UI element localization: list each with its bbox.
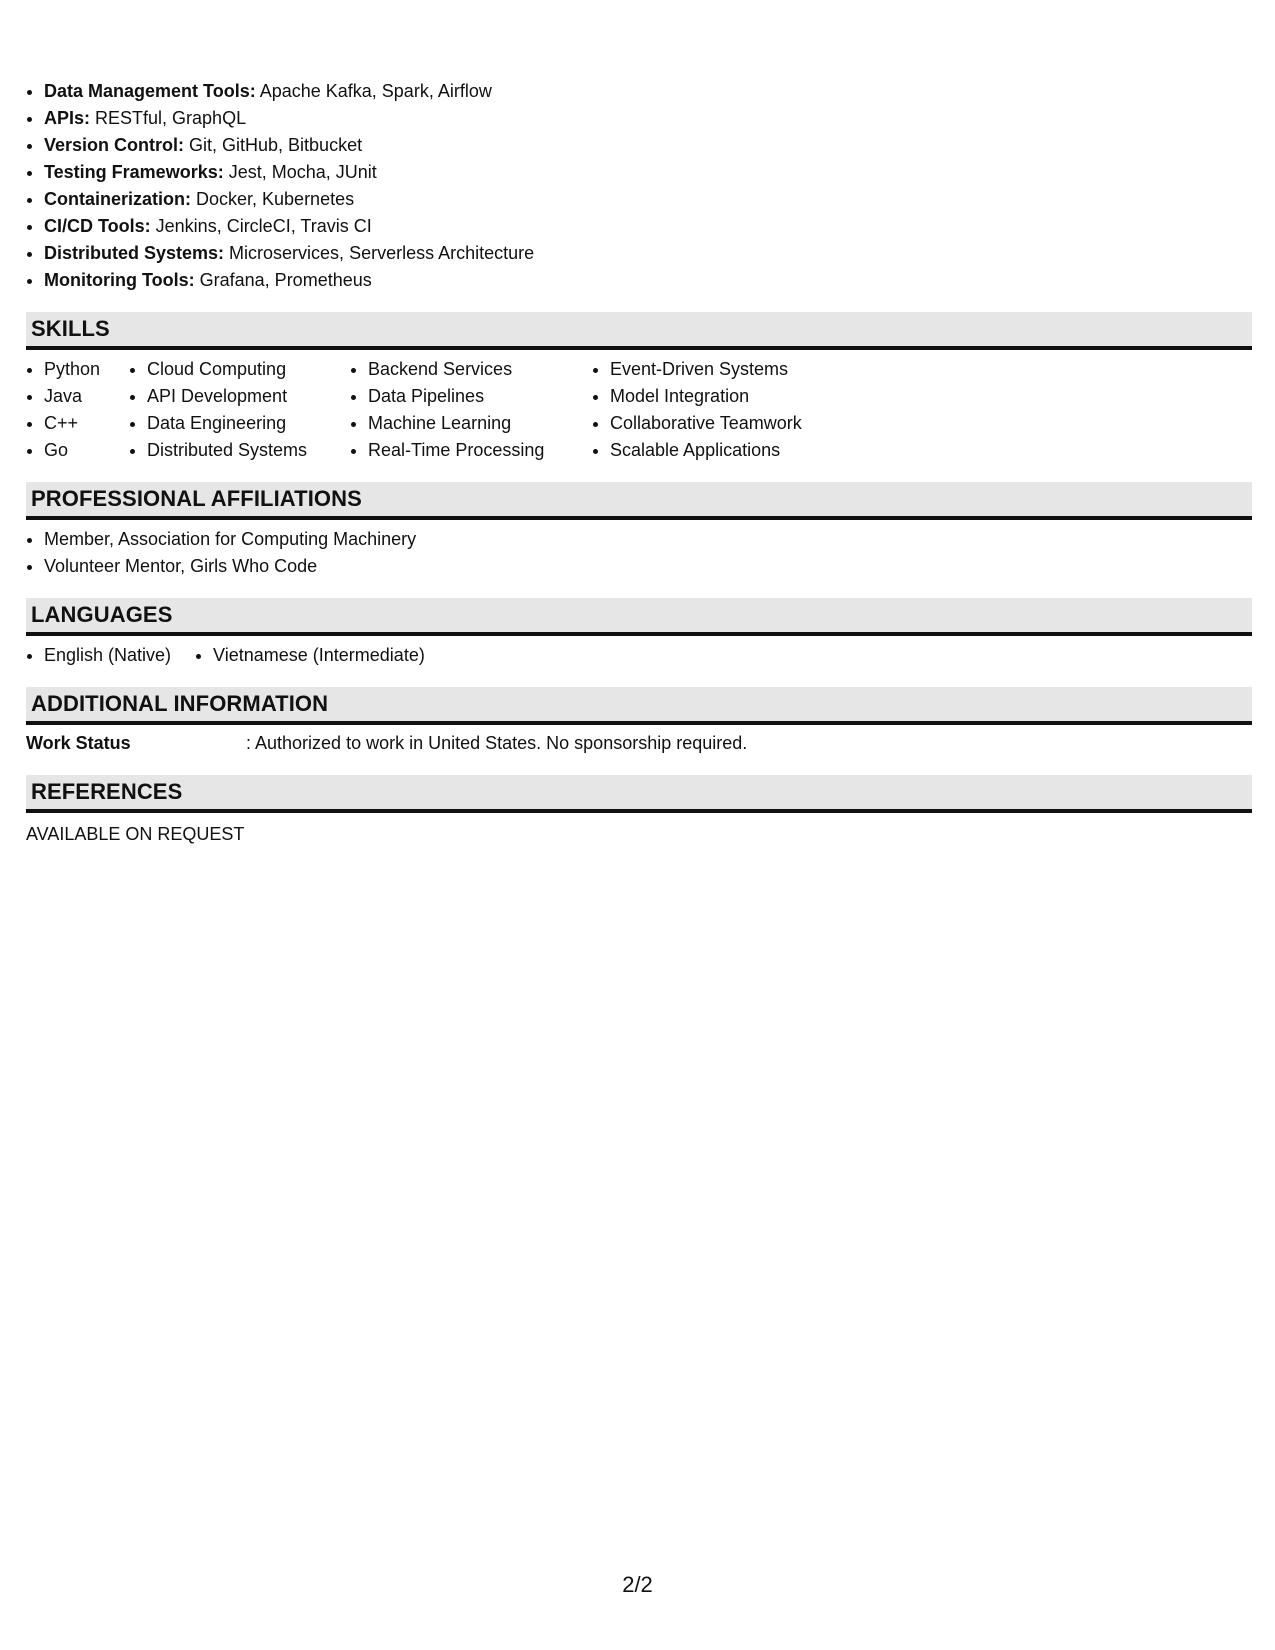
skills-column-2: [129, 356, 342, 464]
references-heading: REFERENCES: [26, 775, 1252, 813]
list-item: • Python: [44, 356, 129, 383]
work-status-value: : Authorized to work in United States. No sponsorship required.: [246, 733, 748, 753]
skills-column-1: [26, 356, 129, 464]
list-item: • Version Control: Git, GitHub, Bitbucket: [44, 132, 1252, 159]
list-item: • Cloud Computing: [147, 356, 342, 383]
list-item: • C++: [44, 410, 129, 437]
list-item: • Member, Association for Computing Machinery: [44, 526, 1252, 553]
list-item: • Machine Learning: [368, 410, 578, 437]
page-number: 2/2: [622, 1572, 653, 1597]
list-item: • API Development: [147, 383, 342, 410]
list-item: • Scalable Applications: [610, 437, 850, 464]
languages-heading: LANGUAGES: [26, 598, 1252, 636]
list-item: • Data Management Tools: Apache Kafka, Spark, Airflow: [44, 78, 1252, 105]
languages-list: [26, 642, 1252, 669]
work-status-row: [26, 730, 1252, 757]
list-item: • Data Pipelines: [368, 383, 578, 410]
list-item: • Collaborative Teamwork: [610, 410, 850, 437]
list-item: • Testing Frameworks: Jest, Mocha, JUnit: [44, 159, 1252, 186]
list-item: • Go: [44, 437, 129, 464]
list-item: • Backend Services: [368, 356, 578, 383]
technical-tools-list: [26, 78, 1252, 294]
additional-info-heading: ADDITIONAL INFORMATION: [26, 687, 1252, 725]
list-item: • Volunteer Mentor, Girls Who Code: [44, 553, 1252, 580]
skills-heading: SKILLS: [26, 312, 1252, 350]
skills-column-3: [350, 356, 578, 464]
list-item: • Real-Time Processing: [368, 437, 578, 464]
list-item: • CI/CD Tools: Jenkins, CircleCI, Travis CI: [44, 213, 1252, 240]
list-item: • Containerization: Docker, Kubernetes: [44, 186, 1252, 213]
resume-content: [26, 78, 1252, 848]
list-item: • Distributed Systems: [147, 437, 342, 464]
list-item: • Java: [44, 383, 129, 410]
list-item: • Monitoring Tools: Grafana, Prometheus: [44, 267, 1252, 294]
references-text: AVAILABLE ON REQUEST: [26, 824, 245, 844]
list-item: • Data Engineering: [147, 410, 342, 437]
list-item: • Event-Driven Systems: [610, 356, 850, 383]
list-item: • APIs: RESTful, GraphQL: [44, 105, 1252, 132]
skills-column-4: [592, 356, 850, 464]
affiliations-list: [26, 526, 1252, 580]
list-item: • Distributed Systems: Microservices, Serverless Architecture: [44, 240, 1252, 267]
affiliations-heading: PROFESSIONAL AFFILIATIONS: [26, 482, 1252, 520]
skills-grid: [26, 356, 1252, 464]
work-status-label: Work Status: [26, 733, 131, 753]
list-item: • Vietnamese (Intermediate): [213, 642, 425, 669]
list-item: • English (Native): [44, 642, 171, 669]
list-item: • Model Integration: [610, 383, 850, 410]
